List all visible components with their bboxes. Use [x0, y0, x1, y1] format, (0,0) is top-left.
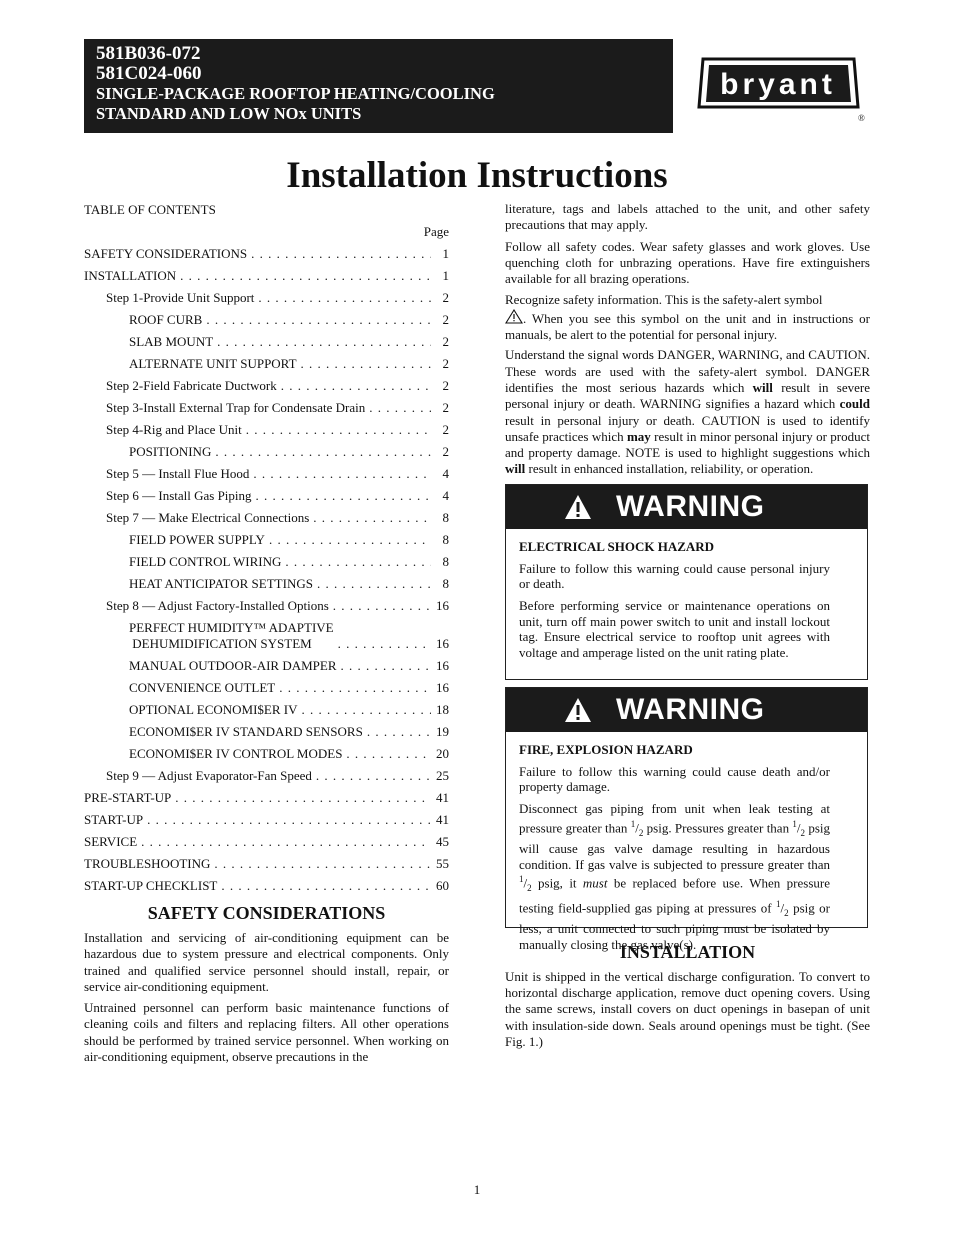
safety-alert-paragraph: Recognize safety information. This is the safety-alert symbol . When you see this symbol on the unit and in instructions or manuals, be alert to the potential for personal injury. — [505, 292, 870, 343]
safety-paragraph-3: literature, tags and labels attached to the unit, and other safety precautions that may apply. — [505, 201, 870, 233]
toc-item[interactable]: POSITIONING . . . 2 — [84, 441, 449, 463]
toc-item[interactable]: SERVICE . . . 45 — [84, 831, 449, 853]
toc-item[interactable]: FIELD CONTROL WIRING . . . 8 — [84, 551, 449, 573]
installation-heading: INSTALLATION — [619, 941, 756, 962]
logo-text: bryant — [720, 68, 836, 101]
left-column — [84, 201, 449, 1070]
toc-item[interactable]: HEAT ANTICIPATOR SETTINGS . . . 8 — [84, 573, 449, 595]
toc-item[interactable]: ROOF CURB . . . 2 — [84, 309, 449, 331]
toc-item[interactable]: START-UP CHECKLIST . . . 60 — [84, 875, 449, 897]
toc-item[interactable]: INSTALLATION . . . 1 — [84, 265, 449, 287]
safety-paragraph-2: Untrained personnel can perform basic maintenance functions of cleaning coils and filters and replacing filters. All other operations should be performed by trained service personnel. When working on air-conditioning equipment, observe precautions in the — [84, 1000, 449, 1065]
toc-item[interactable]: Step 6 — Install Gas Piping . . . 4 — [84, 485, 449, 507]
installation-paragraph: Unit is shipped in the vertical discharge configuration. To convert to horizontal discharge application, remove duct opening covers. Using the same screws, install covers on duct openings in basepan of unit with insulation-side down. Seals around openings must be tight. (See Fig. 1.) — [505, 968, 870, 1049]
warning-text-2: Disconnect gas piping from unit when leak testing at pressure greater than $^1/_2$ psig. Pressures greater than $^1/_2$ psig will cause gas valve damage resulting in hazardous condition. If gas valve is subjected to pressure greater than $^1/_2$ psig, it must be replaced before use. When pressure testing field-supplied gas piping at pressures of $^1/_2$ psig or less, a unit connected to such piping must be isolated by manually closing the gas valve(s). — [519, 800, 830, 952]
toc-item[interactable]: START-UP . . . 41 — [84, 809, 449, 831]
right-column — [505, 201, 870, 1055]
toc-item[interactable]: CONVENIENCE OUTLET . . . 16 — [84, 677, 449, 699]
signal-words-paragraph: Understand the signal words DANGER, WARNING, and CAUTION. These words are used with the safety-alert symbol. DANGER identifies the most serious hazards which will result in severe personal injury or death. WARNING signifies a hazard which could result in personal injury or death. CAUTION is used to identify unsafe practices which may result in minor personal injury or product and property damage. NOTE is used to highlight suggestions which will result in enhanced installation, reliability, or operation. — [505, 347, 870, 477]
warning-text-2: Before performing service or maintenance operations on unit, turn off main power switch to unit and install lockout tag. Ensure electrical service to rooftop unit agrees with voltage and amperage listed on the unit rating plate. — [519, 597, 830, 660]
toc-item[interactable]: FIELD POWER SUPPLY . . . 8 — [84, 529, 449, 551]
toc-item[interactable]: ECONOMI$ER IV STANDARD SENSORS . . . 19 — [84, 721, 449, 743]
toc-item[interactable]: Step 3-Install External Trap for Condensate Drain . . . 2 — [84, 397, 449, 419]
safety-alert-icon — [505, 309, 523, 324]
warning-label: WARNING — [616, 489, 765, 523]
page-title: Installation Instructions — [286, 155, 668, 196]
warning-title: ELECTRICAL SHOCK HAZARD — [519, 538, 715, 554]
bryant-logo — [697, 57, 860, 111]
warning-banner — [506, 688, 867, 732]
toc-item[interactable]: OPTIONAL ECONOMI$ER IV . . . 18 — [84, 699, 449, 721]
document-header — [84, 39, 673, 133]
toc-item[interactable]: PERFECT HUMIDITY™ ADAPTIVE DEHUMIDIFICATION SYSTEM . . . 16 — [84, 617, 449, 655]
toc-item[interactable]: Step 2-Field Fabricate Ductwork . . . 2 — [84, 375, 449, 397]
toc-item[interactable]: Step 9 — Adjust Evaporator-Fan Speed . . . 25 — [84, 765, 449, 787]
page-number: 1 — [473, 1182, 481, 1197]
model-number-2: 581C024-060 — [96, 63, 202, 84]
safety-heading: SAFETY CONSIDERATIONS — [147, 903, 386, 923]
table-of-contents — [84, 243, 449, 897]
header-subtitle-2: STANDARD AND LOW NOx UNITS — [96, 104, 362, 123]
toc-page-label: Page — [423, 224, 449, 239]
safety-paragraph-1: Installation and servicing of air-conditioning equipment can be hazardous due to system pressure and electrical components. Only trained and qualified service personnel should install, repair, or service air-conditioning equipment. — [84, 930, 449, 994]
toc-item[interactable]: TROUBLESHOOTING . . . 55 — [84, 853, 449, 875]
warning-label: WARNING — [616, 692, 765, 726]
warning-text-1: Failure to follow this warning could cause death and/or property damage. — [519, 763, 830, 795]
warning-triangle-icon — [564, 697, 592, 723]
warning-title: FIRE, EXPLOSION HAZARD — [519, 741, 693, 757]
toc-item[interactable]: SLAB MOUNT . . . 2 — [84, 331, 449, 353]
toc-heading: TABLE OF CONTENTS — [84, 202, 216, 217]
toc-item[interactable]: MANUAL OUTDOOR-AIR DAMPER . . . 16 — [84, 655, 449, 677]
warning-triangle-icon — [564, 494, 592, 520]
toc-item[interactable]: ALTERNATE UNIT SUPPORT . . . 2 — [84, 353, 449, 375]
model-number-1: 581B036-072 — [96, 43, 201, 64]
toc-item[interactable]: ECONOMI$ER IV CONTROL MODES . . . 20 — [84, 743, 449, 765]
toc-item[interactable]: Step 7 — Make Electrical Connections . . . 8 — [84, 507, 449, 529]
header-subtitle-1: SINGLE-PACKAGE ROOFTOP HEATING/COOLING — [96, 84, 495, 103]
safety-paragraph-4: Follow all safety codes. Wear safety glasses and work gloves. Use quenching cloth for unbrazing operations. Have fire extinguishers available for all brazing operations. — [505, 238, 870, 287]
warning-text-1: Failure to follow this warning could cause personal injury or death. — [519, 560, 830, 592]
toc-item[interactable]: Step 4-Rig and Place Unit . . . 2 — [84, 419, 449, 441]
toc-item[interactable]: Step 1-Provide Unit Support . . . 2 — [84, 287, 449, 309]
toc-item[interactable]: Step 8 — Adjust Factory-Installed Options . . . 16 — [84, 595, 449, 617]
toc-item[interactable]: Step 5 — Install Flue Hood . . . 4 — [84, 463, 449, 485]
warning-box-electrical — [505, 484, 868, 680]
warning-banner — [506, 485, 867, 529]
toc-item[interactable]: SAFETY CONSIDERATIONS . . . 1 — [84, 243, 449, 265]
toc-item[interactable]: PRE-START-UP . . . 41 — [84, 787, 449, 809]
registered-mark: ® — [858, 113, 865, 123]
